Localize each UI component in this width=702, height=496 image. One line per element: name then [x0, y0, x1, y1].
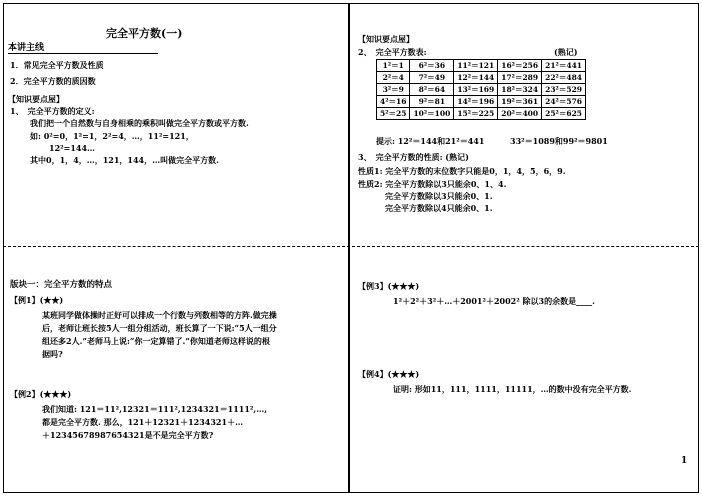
table-cell: 21²＝441	[542, 60, 586, 72]
table-cell: 13²＝169	[454, 84, 498, 96]
outline-underline	[8, 53, 158, 54]
example-line-1: 如: 0²=0，1²=1，2²=4，…，11²=121，	[30, 131, 194, 141]
table-cell: 23²＝529	[542, 84, 586, 96]
example-1-line-4: 据吗?	[42, 349, 63, 359]
property-2b: 完全平方数除以3只能余0、1.	[385, 191, 493, 201]
hint-text-2: 33²＝1089和99²＝9801	[510, 136, 608, 146]
table-cell: 18²＝324	[498, 84, 542, 96]
example-line-2: 12²=144…	[49, 143, 96, 153]
table-cell: 11²＝121	[454, 60, 498, 72]
table-cell: 4²＝16	[377, 96, 410, 108]
table-cell: 20²＝400	[498, 108, 542, 120]
memorize-note: (熟记)	[554, 47, 578, 57]
table-cell: 19²＝361	[498, 96, 542, 108]
knowledge-heading-left: 【知识要点屋】	[8, 94, 64, 104]
example-3-text: 1²＋2²＋3²＋…＋2001²＋2002² 除以3的余数是____.	[393, 296, 595, 306]
square-table-heading: 2、 完全平方数表:	[358, 47, 427, 57]
example-2-line-2: 都是完全平方数. 那么，121＋12321＋1234321＋…	[42, 417, 244, 427]
table-cell: 2²＝4	[377, 72, 410, 84]
table-cell: 17²＝289	[498, 72, 542, 84]
example-2-line-1: 我们知道: 121＝11²,12321＝111²,1234321＝1111²,…,	[42, 404, 267, 414]
table-cell: 24²＝576	[542, 96, 586, 108]
property-1: 性质1: 完全平方数的末位数字只能是0，1，4，5，6，9.	[358, 166, 566, 176]
definition-heading: 1、 完全平方数的定义:	[10, 106, 95, 116]
page-number: 1	[681, 456, 688, 466]
outline-heading: 本讲主线	[8, 43, 45, 53]
table-cell: 15²＝225	[454, 108, 498, 120]
outline-item-2: 2．完全平方数的质因数	[10, 76, 96, 86]
table-cell: 3²＝9	[377, 84, 410, 96]
table-cell: 12²＝144	[454, 72, 498, 84]
table-cell: 1²＝1	[377, 60, 410, 72]
example-1-line-3: 组还多2人.”老师马上说:“你一定算错了.”你知道老师这样说的根	[42, 336, 270, 346]
table-row	[377, 84, 586, 96]
table-cell: 16²＝256	[498, 60, 542, 72]
table-cell: 22²＝484	[542, 72, 586, 84]
module-heading: 版块一：完全平方数的特点	[10, 280, 113, 290]
table-cell: 6²＝36	[410, 60, 454, 72]
property-2c: 完全平方数除以4只能余0、1.	[385, 203, 493, 213]
table-row	[377, 72, 586, 84]
example-2-line-3: ＋12345678987654321是不是完全平方数?	[42, 430, 214, 440]
table-cell: 5²＝25	[377, 108, 410, 120]
lesson-title: 完全平方数(一)	[106, 27, 183, 40]
hint-text: 提示: 12²＝144和21²＝441	[376, 136, 485, 146]
outline-item-1: 1．常见完全平方数及性质	[10, 60, 104, 70]
property-2: 性质2: 完全平方数除以3只能余0、1、4.	[358, 179, 507, 189]
example-1-line-1: 某班同学做体操时正好可以排成一个行数与列数相等的方阵.做完操	[42, 310, 277, 320]
example-1-heading: 【例1】(★★)	[10, 295, 64, 305]
table-row	[377, 60, 586, 72]
table-cell: 9²＝81	[410, 96, 454, 108]
table-cell: 7²＝49	[410, 72, 454, 84]
table-cell: 10²＝100	[410, 108, 454, 120]
example-4-text: 证明: 形如11，111，1111，11111，…的数中没有完全平方数.	[393, 384, 632, 394]
table-cell: 25²＝625	[542, 108, 586, 120]
example-2-heading: 【例2】(★★★)	[10, 389, 72, 399]
example-line-3: 其中0，1，4，…，121，144，…叫做完全平方数.	[30, 155, 219, 165]
example-1-line-2: 后，老师让班长按5人一组分组活动，班长算了一下说:“5人一组分	[42, 323, 277, 333]
table-cell: 8²＝64	[410, 84, 454, 96]
example-4-heading: 【例4】(★★★)	[358, 369, 420, 379]
table-row	[377, 108, 586, 120]
horizontal-divider	[3, 246, 699, 247]
knowledge-heading-right: 【知识要点屋】	[358, 34, 414, 44]
table-cell: 14²＝196	[454, 96, 498, 108]
definition-text: 我们把一个自然数与自身相乘的乘积叫做完全平方数或平方数.	[30, 118, 249, 128]
example-3-heading: 【例3】(★★★)	[358, 281, 420, 291]
table-row	[377, 96, 586, 108]
property-heading: 3、 完全平方数的性质: (熟记)	[358, 152, 469, 162]
square-table	[376, 59, 586, 120]
